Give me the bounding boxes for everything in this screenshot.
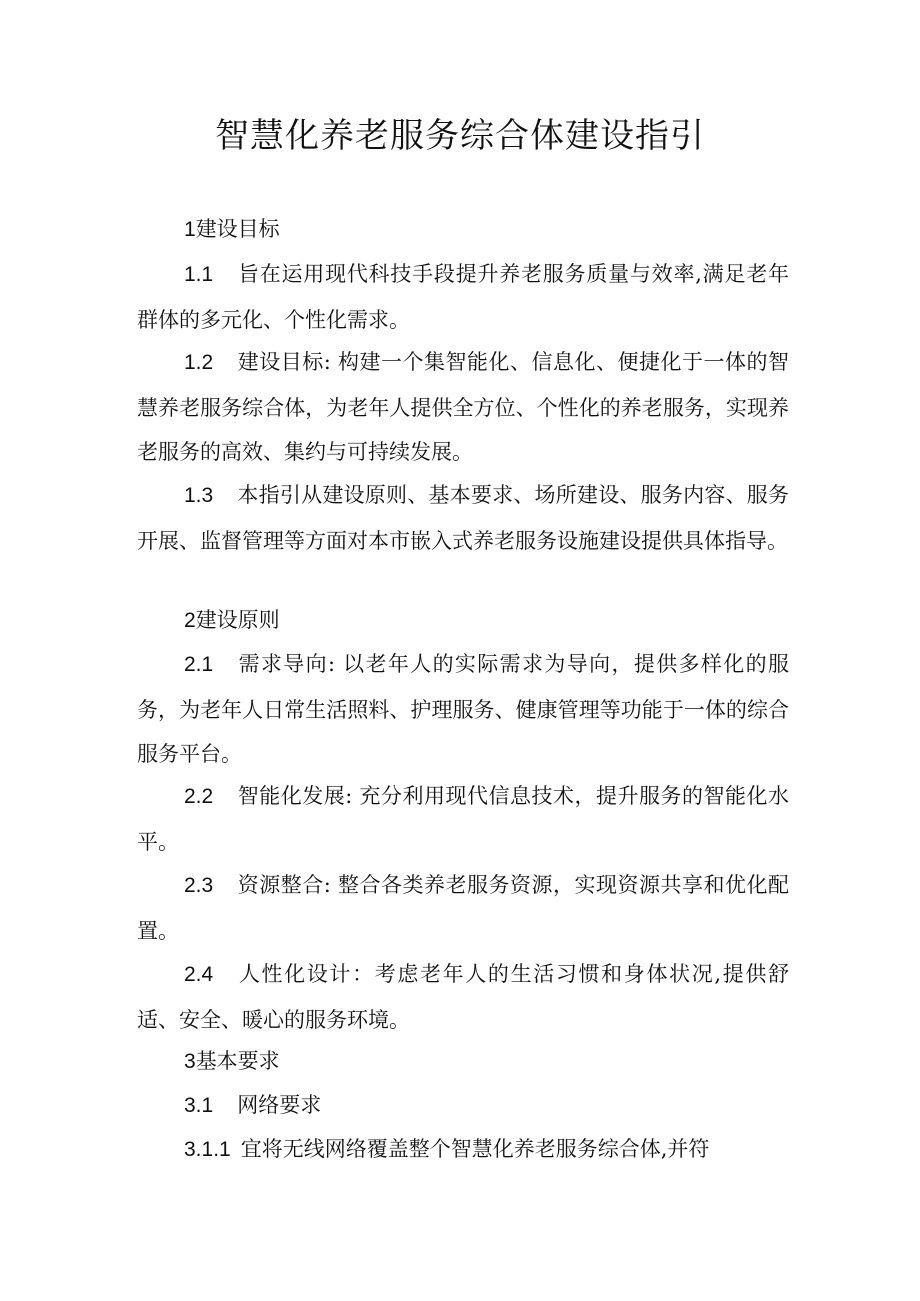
section-heading	[184, 598, 280, 644]
clause-text: 本指引从建设原则、基本要求、场所建设、服务内容、服务开展、监督管理等方面对本市嵌入式养老服务设施建设提供具体指导。	[137, 483, 789, 553]
clause-text: 宜将无线网络覆盖整个智慧化养老服务综合体,并符	[240, 1137, 710, 1161]
clause-text: 智能化发展: 充分利用现代信息技术，提升服务的智能化水平。	[137, 784, 789, 854]
section-title: 建设原则	[195, 608, 280, 632]
clause-number: 3.1.1	[184, 1138, 231, 1161]
section-heading	[184, 207, 280, 253]
clause	[137, 340, 789, 475]
section-number: 3	[184, 1050, 196, 1073]
clause	[137, 952, 789, 1042]
clause-text: 需求导向: 以老年人的实际需求为导向，提供多样化的服务，为老年人日常生活照料、护理服务、健康管理等功能于一体的综合服务平台。	[137, 652, 789, 766]
section-number: 1	[184, 218, 196, 241]
section-title: 建设目标	[195, 217, 280, 241]
clause-text: 旨在运用现代科技手段提升养老服务质量与效率,满足老年群体的多元化、个性化需求。	[137, 262, 789, 332]
clause	[137, 473, 789, 563]
clause-text: 建设目标: 构建一个集智能化、信息化、便捷化于一体的智慧养老服务综合体，为老年人提供全方位、个性化的养老服务，实现养老服务的高效、集约与可持续发展。	[137, 350, 789, 464]
clause-number: 3.1	[184, 1094, 214, 1117]
section-number: 2	[184, 609, 196, 632]
clause-number: 2.1	[184, 653, 214, 676]
section-title: 基本要求	[195, 1049, 280, 1073]
clause	[137, 252, 789, 342]
clause	[137, 1083, 789, 1129]
clause	[137, 863, 789, 953]
clause	[137, 1127, 789, 1173]
clause-number: 1.3	[184, 484, 214, 507]
clause	[137, 774, 789, 864]
clause-number: 2.4	[184, 963, 214, 986]
clause-text: 人性化设计：考虑老年人的生活习惯和身体状况,提供舒适、安全、暖心的服务环境。	[137, 962, 789, 1032]
clause-text: 资源整合: 整合各类养老服务资源，实现资源共享和优化配置。	[137, 873, 789, 943]
document-title: 智慧化养老服务综合体建设指引	[215, 116, 705, 156]
clause-number: 1.2	[184, 351, 214, 374]
section-heading	[184, 1039, 280, 1085]
clause-number: 2.3	[184, 874, 214, 897]
clause-number: 1.1	[184, 263, 214, 286]
clause	[137, 642, 789, 777]
clause-number: 2.2	[184, 785, 214, 808]
clause-text: 网络要求	[237, 1093, 322, 1117]
